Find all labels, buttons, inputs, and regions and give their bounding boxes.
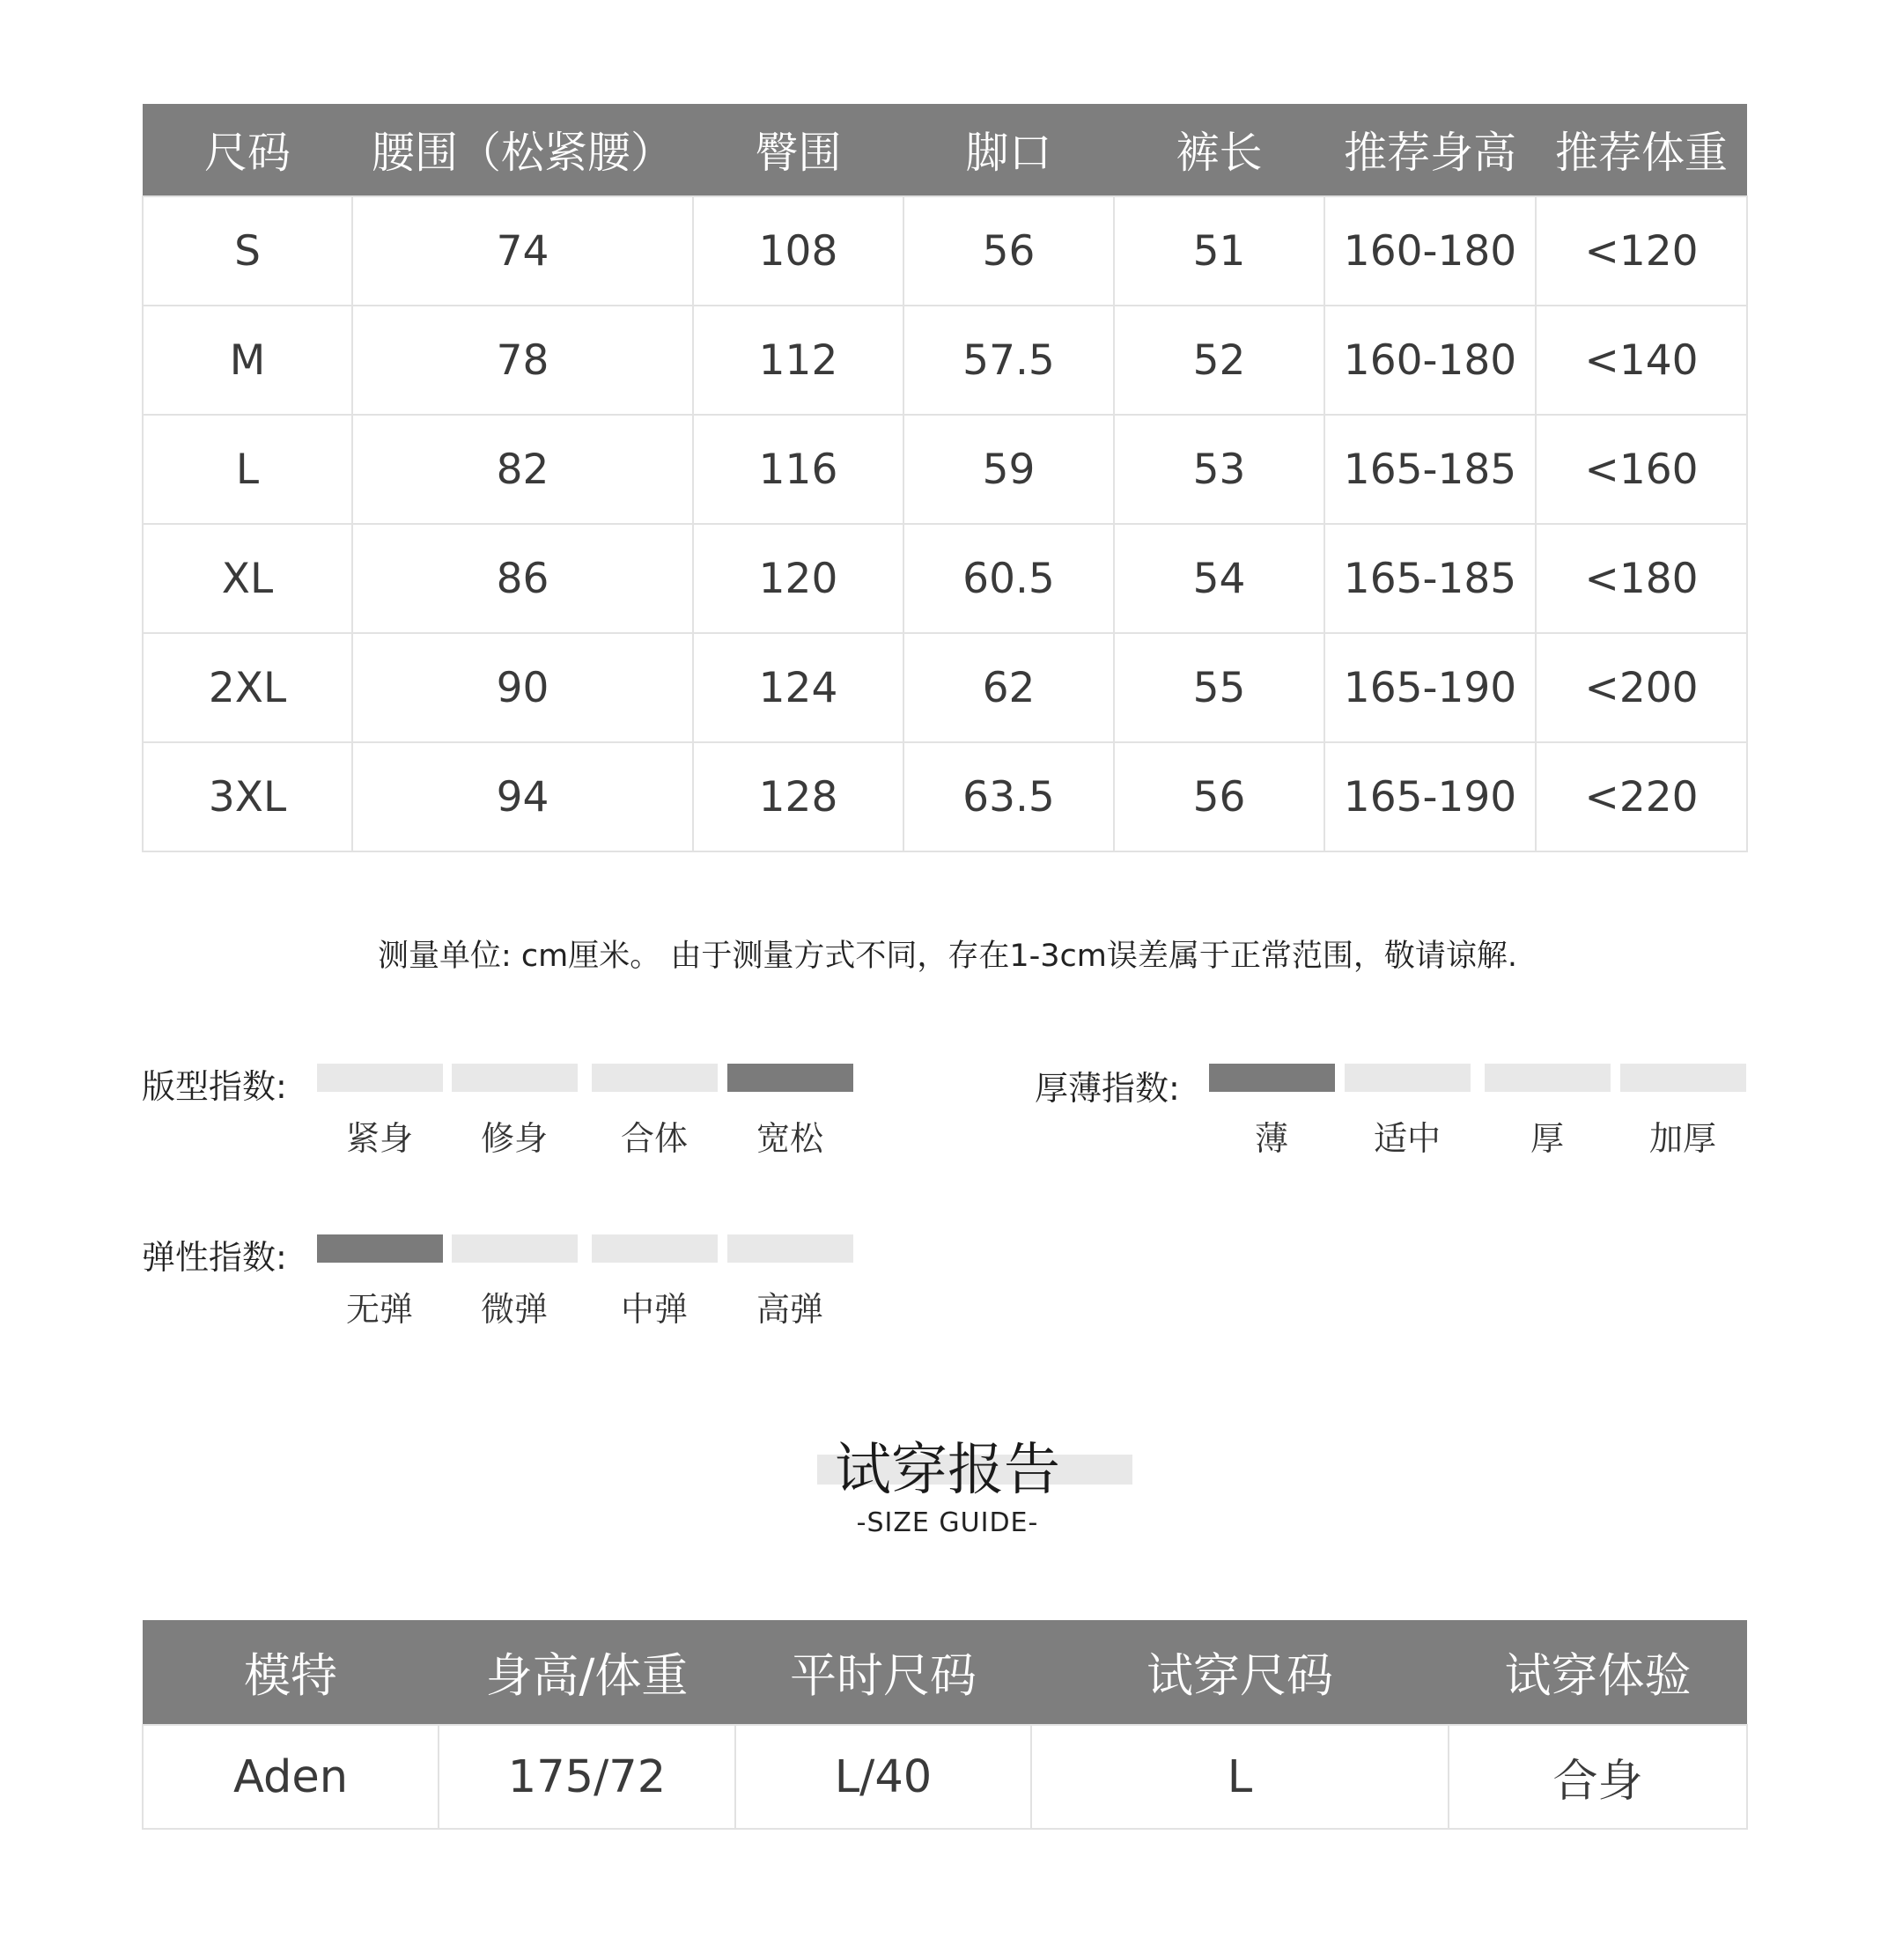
table-cell: 165-190: [1324, 633, 1536, 742]
table-row: [143, 415, 1747, 524]
fit-report-subtitle: -SIZE GUIDE-: [856, 1507, 1039, 1538]
header-cell: 试穿尺码: [1031, 1620, 1449, 1725]
index-option-label: 薄: [1254, 1119, 1288, 1158]
table-cell: 165-190: [1324, 742, 1536, 851]
header-cell: 裤长: [1114, 104, 1324, 196]
table-cell: 128: [693, 742, 903, 851]
table-cell: S: [143, 196, 352, 306]
fit-table-body: [143, 1725, 1747, 1829]
table-row: [143, 742, 1747, 851]
table-cell: 86: [352, 524, 693, 633]
table-cell: 160-180: [1324, 306, 1536, 415]
table-cell: 51: [1114, 196, 1324, 306]
table-cell: 120: [693, 524, 903, 633]
table-cell: L/40: [735, 1725, 1031, 1829]
table-cell: <140: [1536, 306, 1747, 415]
index-option-label: 中弹: [620, 1290, 688, 1329]
index-option-label: 无弹: [345, 1290, 413, 1329]
table-cell: <180: [1536, 524, 1747, 633]
table-cell: <200: [1536, 633, 1747, 742]
table-cell: M: [143, 306, 352, 415]
index-option-label: 厚: [1530, 1119, 1564, 1158]
table-cell: <160: [1536, 415, 1747, 524]
table-cell: 94: [352, 742, 693, 851]
index-segment: [1620, 1064, 1746, 1092]
index-segment: [1485, 1064, 1611, 1092]
header-cell: 臀围: [693, 104, 903, 196]
table-cell: <220: [1536, 742, 1747, 851]
header-cell: 平时尺码: [735, 1620, 1031, 1725]
fit-table-header-row: [143, 1620, 1747, 1725]
table-cell: 52: [1114, 306, 1324, 415]
index-option-label: 宽松: [756, 1119, 823, 1158]
table-row: [143, 196, 1747, 306]
table-cell: 62: [903, 633, 1114, 742]
table-cell: 82: [352, 415, 693, 524]
table-cell: 53: [1114, 415, 1324, 524]
table-row: [143, 633, 1747, 742]
table-cell: 108: [693, 196, 903, 306]
header-cell: 脚口: [903, 104, 1114, 196]
index-segment: [317, 1234, 443, 1263]
index-segment: [592, 1064, 718, 1092]
fit-index-label: 版型指数:: [142, 1067, 287, 1106]
index-option-label: 合体: [620, 1119, 688, 1158]
table-row: [143, 1725, 1747, 1829]
index-option-label: 紧身: [345, 1119, 413, 1158]
table-cell: 2XL: [143, 633, 352, 742]
table-cell: 56: [903, 196, 1114, 306]
thickness-index-label: 厚薄指数:: [1035, 1069, 1180, 1108]
header-cell: 腰围（松紧腰）: [352, 104, 693, 196]
table-cell: 56: [1114, 742, 1324, 851]
index-option-label: 加厚: [1648, 1119, 1716, 1158]
table-cell: 63.5: [903, 742, 1114, 851]
table-row: [143, 524, 1747, 633]
index-segment: [727, 1064, 853, 1092]
table-cell: XL: [143, 524, 352, 633]
table-cell: <120: [1536, 196, 1747, 306]
fit-report-table: [142, 1620, 1748, 1830]
table-cell: 57.5: [903, 306, 1114, 415]
table-cell: 90: [352, 633, 693, 742]
index-segment: [452, 1064, 578, 1092]
header-cell: 身高/体重: [439, 1620, 735, 1725]
header-cell: 模特: [143, 1620, 439, 1725]
table-row: [143, 306, 1747, 415]
index-segment: [1209, 1064, 1335, 1092]
table-cell: L: [1031, 1725, 1449, 1829]
table-cell: 60.5: [903, 524, 1114, 633]
size-table: [142, 104, 1748, 852]
table-cell: 124: [693, 633, 903, 742]
table-cell: Aden: [143, 1725, 439, 1829]
table-cell: 175/72: [439, 1725, 735, 1829]
index-option-label: 高弹: [756, 1290, 823, 1329]
header-cell: 试穿体验: [1449, 1620, 1747, 1725]
table-cell: 55: [1114, 633, 1324, 742]
index-option-label: 修身: [480, 1119, 548, 1158]
elasticity-index-label: 弹性指数:: [142, 1238, 287, 1277]
header-cell: 尺码: [143, 104, 352, 196]
header-cell: 推荐身高: [1324, 104, 1536, 196]
table-cell: 54: [1114, 524, 1324, 633]
table-cell: 合身: [1449, 1725, 1747, 1829]
table-cell: 165-185: [1324, 415, 1536, 524]
index-segment: [592, 1234, 718, 1263]
index-segment: [452, 1234, 578, 1263]
table-cell: 59: [903, 415, 1114, 524]
index-segment: [317, 1064, 443, 1092]
table-cell: 112: [693, 306, 903, 415]
index-option-label: 适中: [1373, 1119, 1441, 1158]
fit-report-title: 试穿报告: [835, 1438, 1060, 1503]
size-table-header-row: [143, 104, 1747, 196]
table-cell: 165-185: [1324, 524, 1536, 633]
table-cell: 116: [693, 415, 903, 524]
table-cell: 78: [352, 306, 693, 415]
table-cell: 160-180: [1324, 196, 1536, 306]
table-cell: 74: [352, 196, 693, 306]
index-segment: [1345, 1064, 1471, 1092]
header-cell: 推荐体重: [1536, 104, 1747, 196]
size-table-body: [143, 196, 1747, 851]
index-segment: [727, 1234, 853, 1263]
index-option-label: 微弹: [480, 1290, 548, 1329]
table-cell: 3XL: [143, 742, 352, 851]
measurement-note: 测量单位: cm厘米。 由于测量方式不同，存在1-3cm误差属于正常范围，敬请谅解.: [377, 939, 1517, 974]
table-cell: L: [143, 415, 352, 524]
